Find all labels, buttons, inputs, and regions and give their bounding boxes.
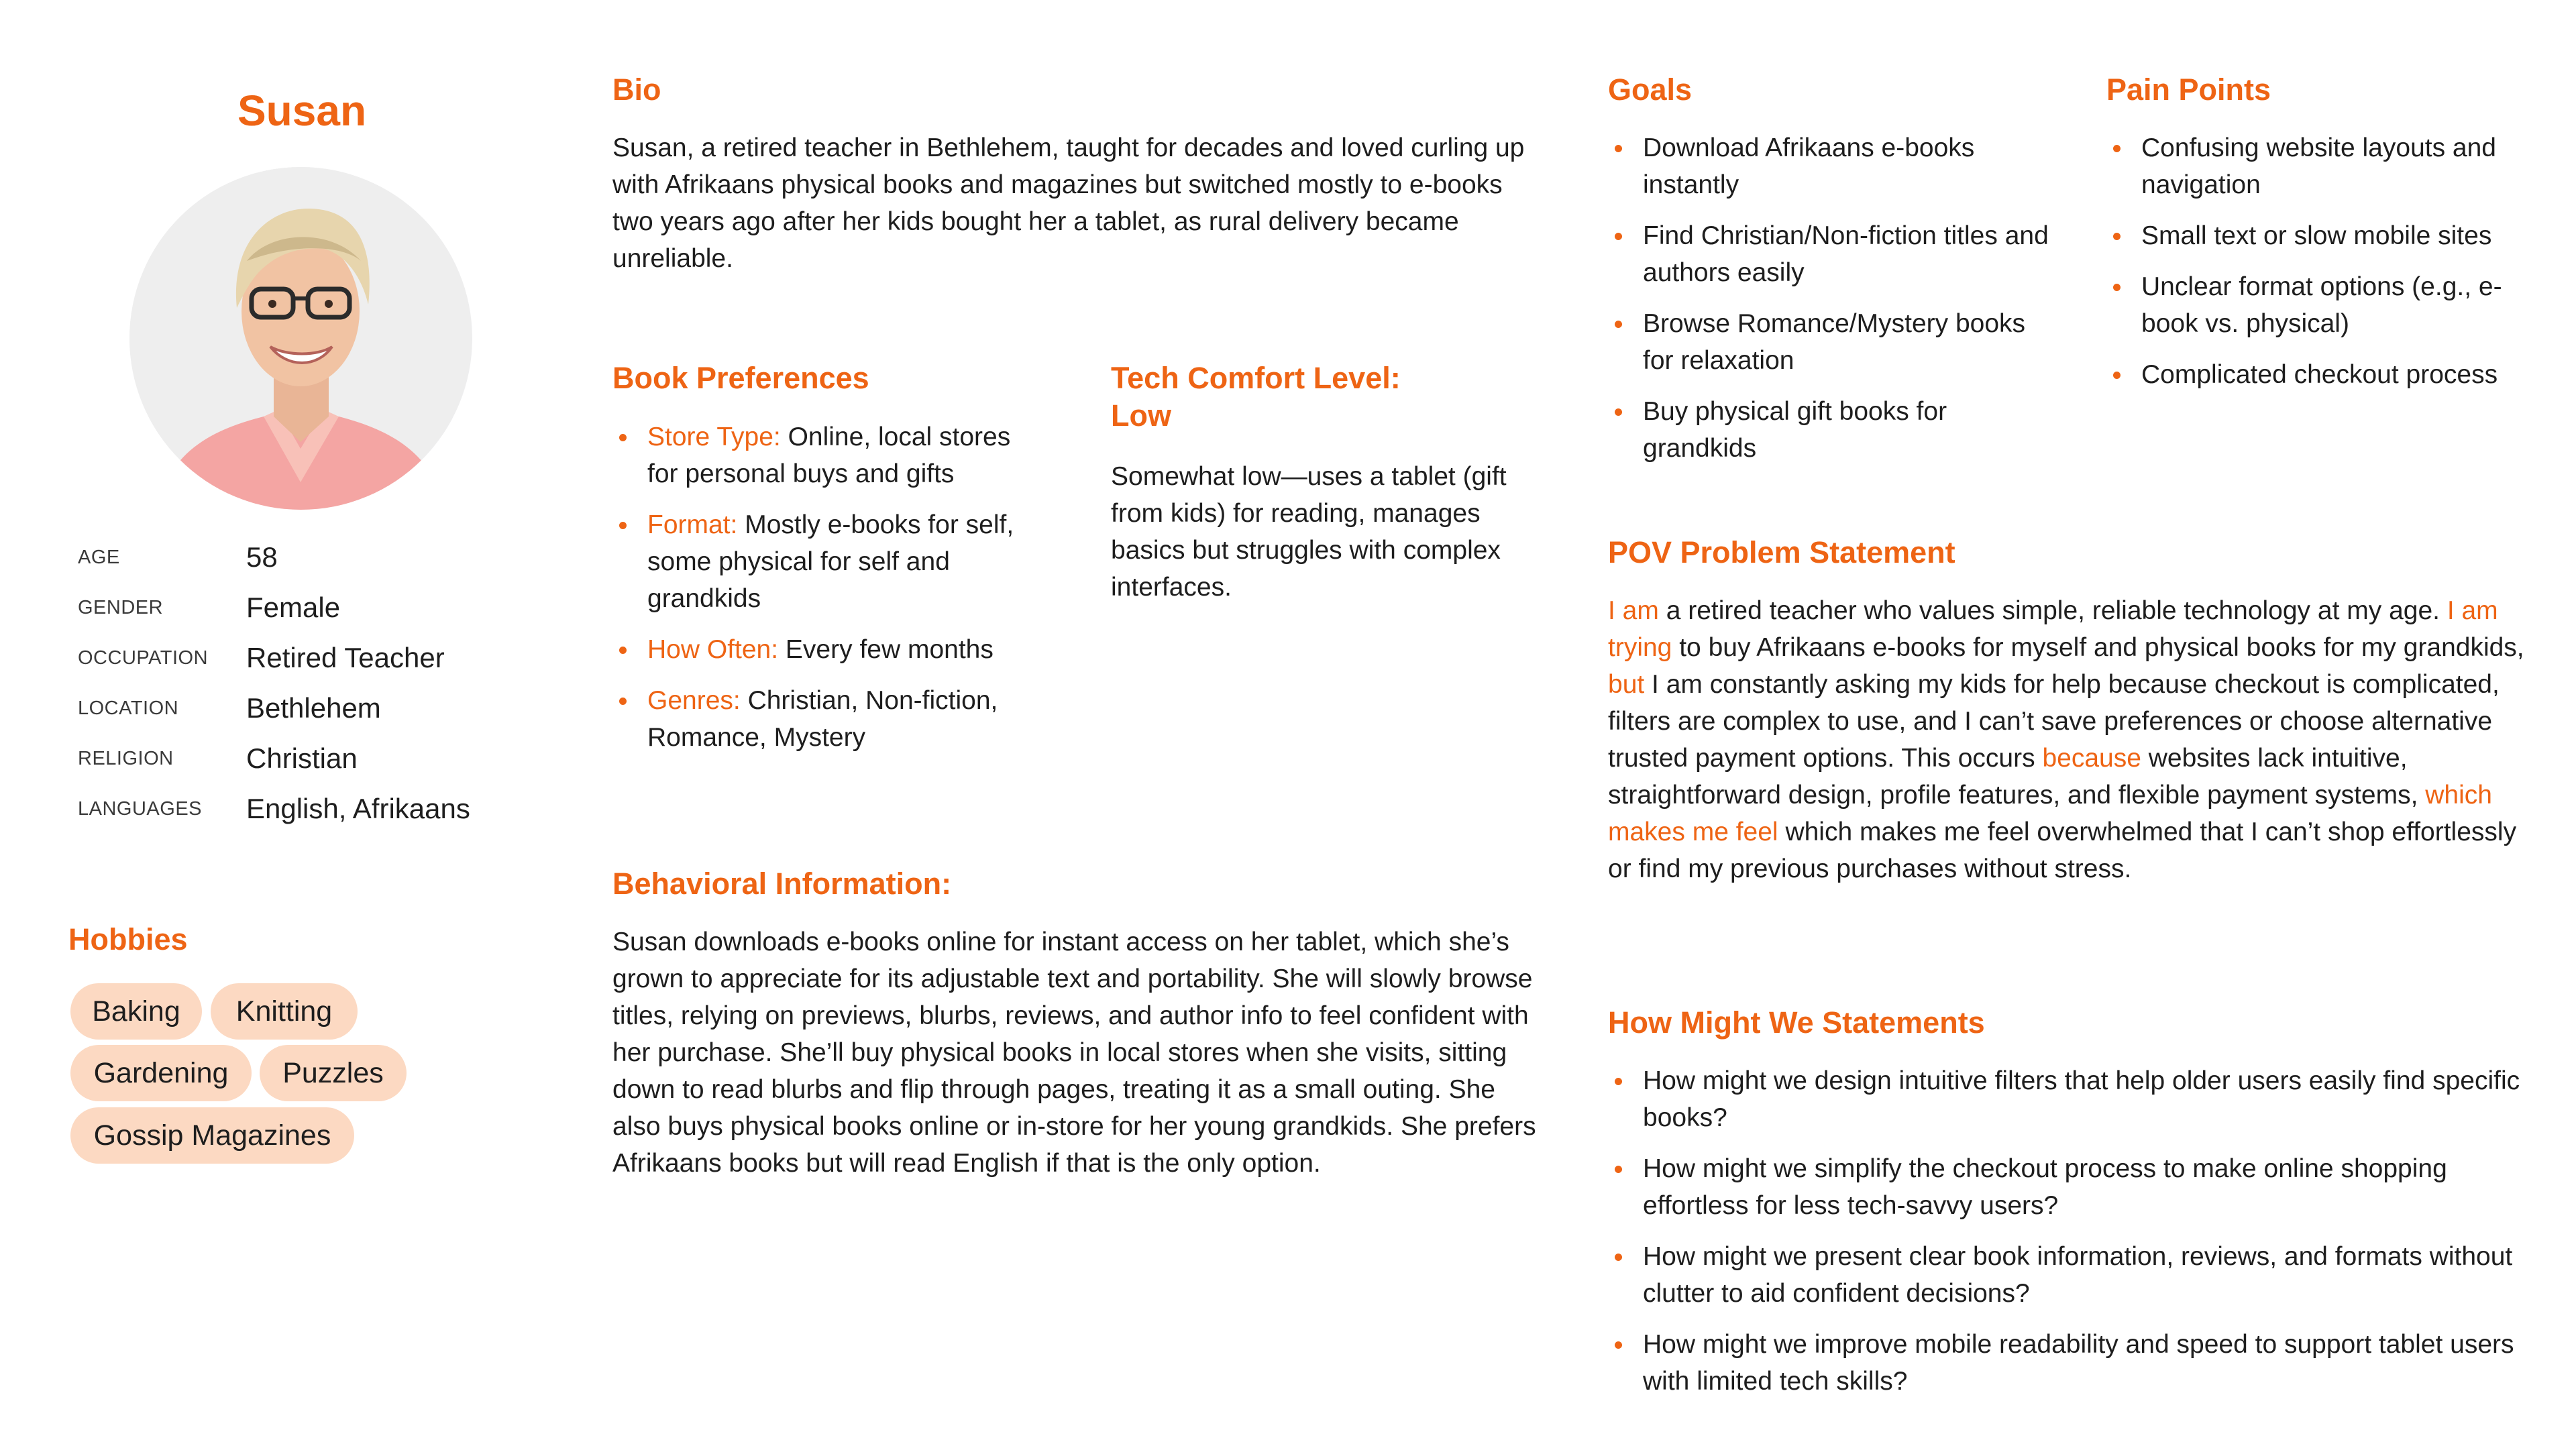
persona-details <box>0 537 537 824</box>
goals-list <box>1608 129 2051 481</box>
hmw-item: How might we present clear book information, reviews, and formats without clutter to aid confident decisions? <box>1608 1238 2547 1312</box>
preference-item <box>612 419 1042 492</box>
persona-name: Susan <box>237 87 367 135</box>
hobby-chip: Gossip Magazines <box>70 1107 354 1164</box>
tech-comfort-text: Somewhat low—uses a tablet (gift from kids) for reading, manages basics but struggles with complex interfaces. <box>1111 462 1507 602</box>
detail-row-languages <box>0 789 537 829</box>
preference-value: Christian, Non-fiction, Romance, Mystery <box>647 686 998 752</box>
detail-value: Retired Teacher <box>246 642 445 673</box>
hmw-item: How might we improve mobile readability and speed to support tablet users with limited tech skills? <box>1608 1326 2547 1400</box>
pov-text: to buy Afrikaans e-books for myself and physical books for my grandkids, <box>1672 633 2524 662</box>
preference-value: Every few months <box>785 635 994 664</box>
preference-key: Store Type: <box>647 423 781 451</box>
goal-item: Buy physical gift books for grandkids <box>1608 393 2051 467</box>
preference-item <box>612 631 1042 668</box>
detail-row-age <box>0 537 537 577</box>
goals-heading: Goals <box>1608 72 1693 107</box>
goal-item: Download Afrikaans e-books instantly <box>1608 129 2051 203</box>
bio-heading: Bio <box>612 72 661 107</box>
detail-value: Christian <box>246 742 358 774</box>
pain-point-item: Small text or slow mobile sites <box>2106 217 2549 254</box>
pov-accent: because <box>2042 744 2141 773</box>
goal-item: Find Christian/Non-fiction titles and authors easily <box>1608 217 2051 291</box>
detail-label: OCCUPATION <box>78 647 209 669</box>
preference-value: Online, local stores for personal buys and gifts <box>647 423 1011 488</box>
detail-value: English, Afrikaans <box>246 793 470 824</box>
pain-points-list <box>2106 129 2549 407</box>
hobby-chip: Baking <box>70 983 202 1040</box>
tech-comfort-title: Tech Comfort Level: <box>1111 361 1401 395</box>
detail-row-location <box>0 688 537 728</box>
detail-value: Bethlehem <box>246 692 381 724</box>
detail-label: RELIGION <box>78 748 174 769</box>
behavioral-text: Susan downloads e-books online for instant access on her tablet, which she’s grown to appreciate for its adjustable text and portability. She will slowly browse titles, relying on previews, blurbs, reviews, and author info to feel confident with her purchase. She’ll buy physical books in local stores when she visits, sitting down to read blurbs and flip through pages, treating it as a small outing. She also buys physical books online or in-store for her young grandkids. She prefers Afrikaans books but will read English if that is the only option. <box>612 928 1536 1178</box>
detail-row-occupation <box>0 638 537 678</box>
pov-text: I am constantly asking my kids for help because checkout is complicated, filters are complex to use, and I can’t save preferences or choose alternative trusted payment options. This occurs <box>1608 670 2500 773</box>
pov-text: which makes me feel overwhelmed that I can’t shop effortlessly or find my previous purchases without stress. <box>1608 818 2517 883</box>
hobby-chip: Gardening <box>70 1045 252 1101</box>
hmw-item: How might we simplify the checkout process to make online shopping effortless for less tech-savvy users? <box>1608 1150 2547 1224</box>
pov-accent: I am trying <box>1608 596 2498 662</box>
preference-item <box>612 506 1042 617</box>
tech-comfort-level: Low <box>1111 398 1171 433</box>
avatar-portrait <box>129 167 472 510</box>
hobby-chip: Puzzles <box>260 1045 407 1101</box>
pain-point-item: Complicated checkout process <box>2106 356 2549 393</box>
book-preferences-list <box>612 419 1042 770</box>
goal-item: Browse Romance/Mystery books for relaxation <box>1608 305 2051 379</box>
preference-item <box>612 682 1042 756</box>
detail-label: AGE <box>78 547 120 568</box>
detail-row-gender <box>0 588 537 628</box>
preference-value: Mostly e-books for self, some physical for self and grandkids <box>647 510 1014 613</box>
hmw-item: How might we design intuitive filters that help older users easily find specific books? <box>1608 1062 2547 1136</box>
preference-key: Genres: <box>647 686 741 715</box>
detail-label: LANGUAGES <box>78 798 202 820</box>
pain-point-item: Confusing website layouts and navigation <box>2106 129 2549 203</box>
pov-accent: which makes me feel <box>1608 781 2492 846</box>
detail-label: GENDER <box>78 597 164 618</box>
book-preferences-heading: Book Preferences <box>612 361 869 395</box>
detail-value: Female <box>246 592 341 623</box>
pov-accent: but <box>1608 670 1645 699</box>
pov-accent: I am <box>1608 596 1659 625</box>
preference-key: How Often: <box>647 635 779 664</box>
detail-label: LOCATION <box>78 698 179 719</box>
hmw-list <box>1608 1062 2547 1414</box>
persona-avatar <box>129 167 472 510</box>
pain-point-item: Unclear format options (e.g., e-book vs. physical) <box>2106 268 2549 342</box>
detail-value: 58 <box>246 541 278 573</box>
bio-text: Susan, a retired teacher in Bethlehem, taught for decades and loved curling up with Afrikaans physical books and magazines but switched mostly to e-books two years ago after her kids bought her a tablet, as rural delivery became unreliable. <box>612 133 1525 273</box>
pov-heading: POV Problem Statement <box>1608 535 1955 569</box>
pov-text: websites lack intuitive, straightforward design, profile features, and flexible payment systems, <box>1608 744 2426 810</box>
tech-comfort-heading <box>1111 359 1487 435</box>
detail-row-religion <box>0 738 537 779</box>
pov-statement <box>1608 592 2534 887</box>
behavioral-heading: Behavioral Information: <box>612 867 952 901</box>
hobby-chip: Knitting <box>211 983 358 1040</box>
hobbies-heading: Hobbies <box>68 922 188 956</box>
hmw-heading: How Might We Statements <box>1608 1005 1985 1040</box>
preference-key: Format: <box>647 510 738 539</box>
pov-text: a retired teacher who values simple, reliable technology at my age. <box>1658 596 2447 625</box>
pain-points-heading: Pain Points <box>2106 72 2271 107</box>
